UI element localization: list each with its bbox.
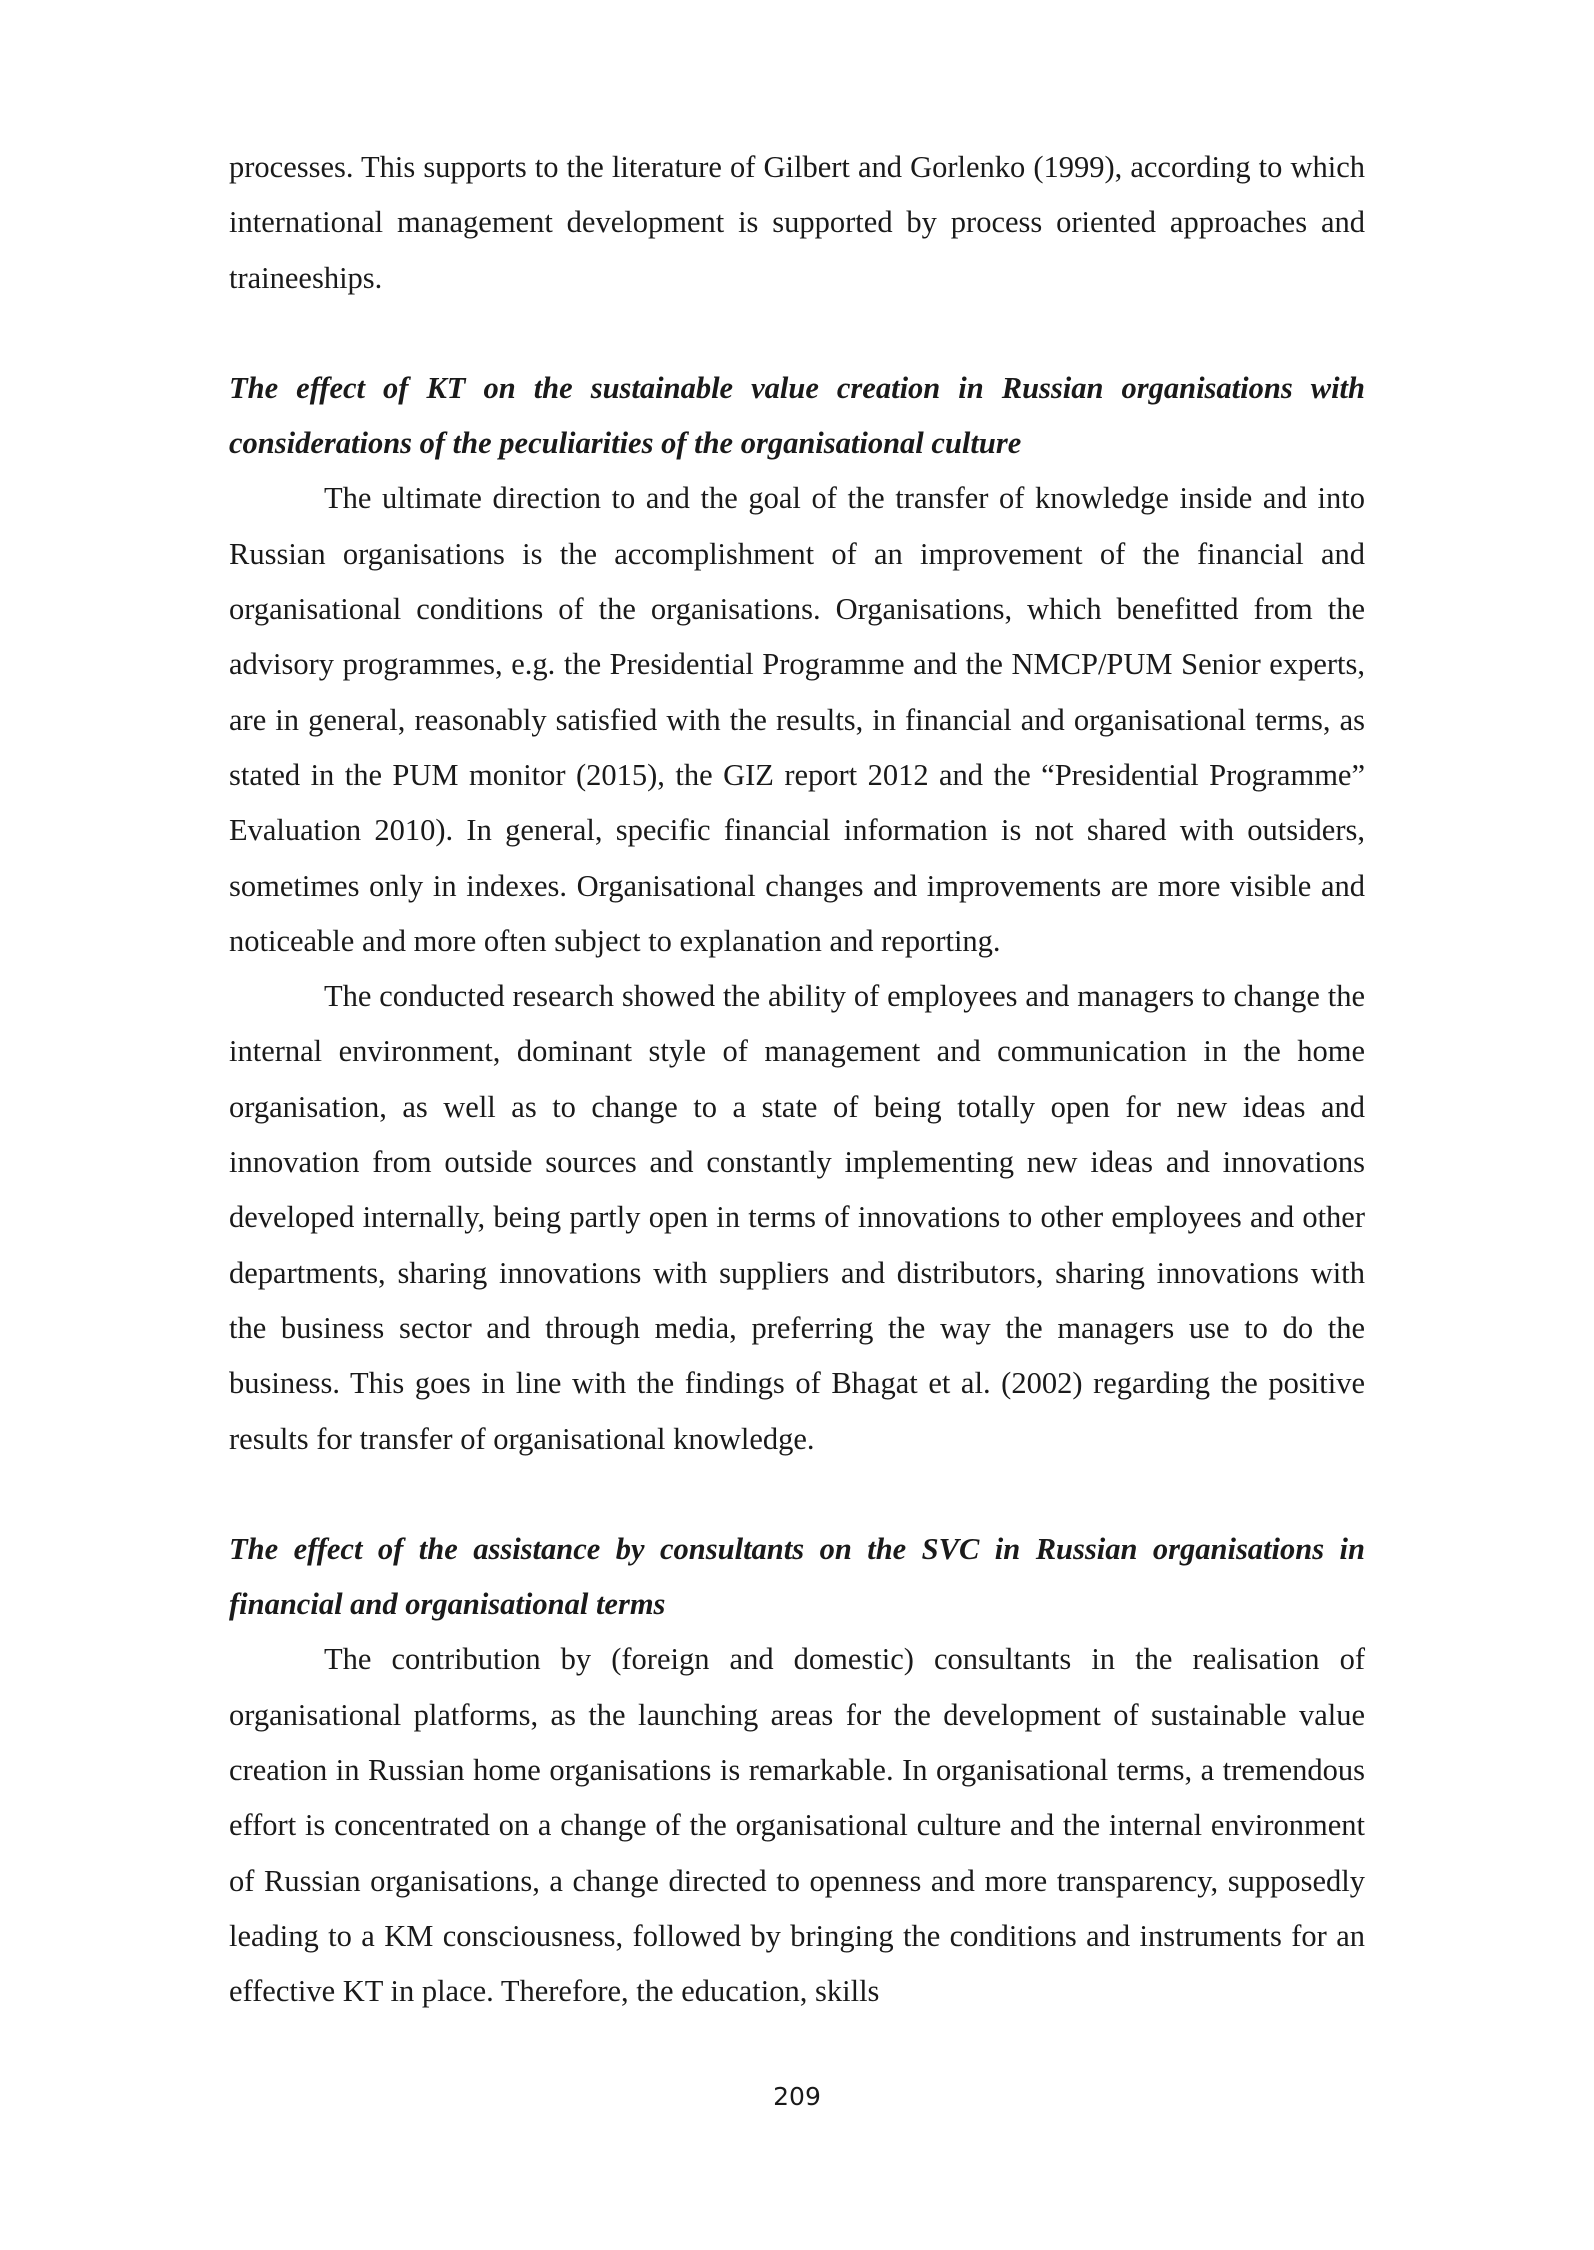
section-heading-consultants-effect: The effect of the assistance by consultants on the SVC in Russian organisations in financial and organisational terms: [229, 1531, 1365, 1622]
section-heading-kt-effect: The effect of KT on the sustainable value creation in Russian organisations with considerations of the peculiarities of the organisational culture: [229, 370, 1365, 461]
intro-paragraph: processes. This supports to the literature of Gilbert and Gorlenko (1999), according to which international management development is supported by process oriented approaches and traineeships.: [229, 150, 1365, 295]
body-paragraph: The conducted research showed the ability of employees and managers to change the internal environment, dominant style of management and communication in the home organisation, as well as to change to a state of being totally open for new ideas and innovation from outside sources and constantly implementing new ideas and innovations developed internally, being partly open in terms of innovations to other employees and other departments, sharing innovations with suppliers and distributors, sharing innovations with the business sector and through media, preferring the way the managers use to do the business. This goes in line with the findings of Bhagat et al. (2002) regarding the positive results for transfer of organisational knowledge.: [229, 979, 1365, 1456]
section-spacer: [229, 1467, 1365, 1522]
page-number: 209: [773, 2082, 821, 2111]
body-paragraph: The ultimate direction to and the goal of the transfer of knowledge inside and into Russian organisations is the accomplishment of an improvement of the financial and organisational conditions of the organisations. Organisations, which benefitted from the advisory programmes, e.g. the Presidential Programme and the NMCP/PUM Senior experts, are in general, reasonably satisfied with the results, in financial and organisational terms, as stated in the PUM monitor (2015), the GIZ report 2012 and the “Presidential Programme” Evaluation 2010). In general, specific financial information is not shared with outsiders, sometimes only in indexes. Organisational changes and improvements are more visible and noticeable and more often subject to explanation and reporting.: [229, 481, 1365, 958]
section-spacer: [229, 306, 1365, 361]
page-body: [229, 140, 1365, 2020]
body-paragraph: The contribution by (foreign and domestic) consultants in the realisation of organisational platforms, as the launching areas for the development of sustainable value creation in Russian home organisations is remarkable. In organisational terms, a tremendous effort is concentrated on a change of the organisational culture and the internal environment of Russian organisations, a change directed to openness and more transparency, supposedly leading to a KM consciousness, followed by bringing the conditions and instruments for an effective KT in place. Therefore, the education, skills: [229, 1642, 1365, 2009]
